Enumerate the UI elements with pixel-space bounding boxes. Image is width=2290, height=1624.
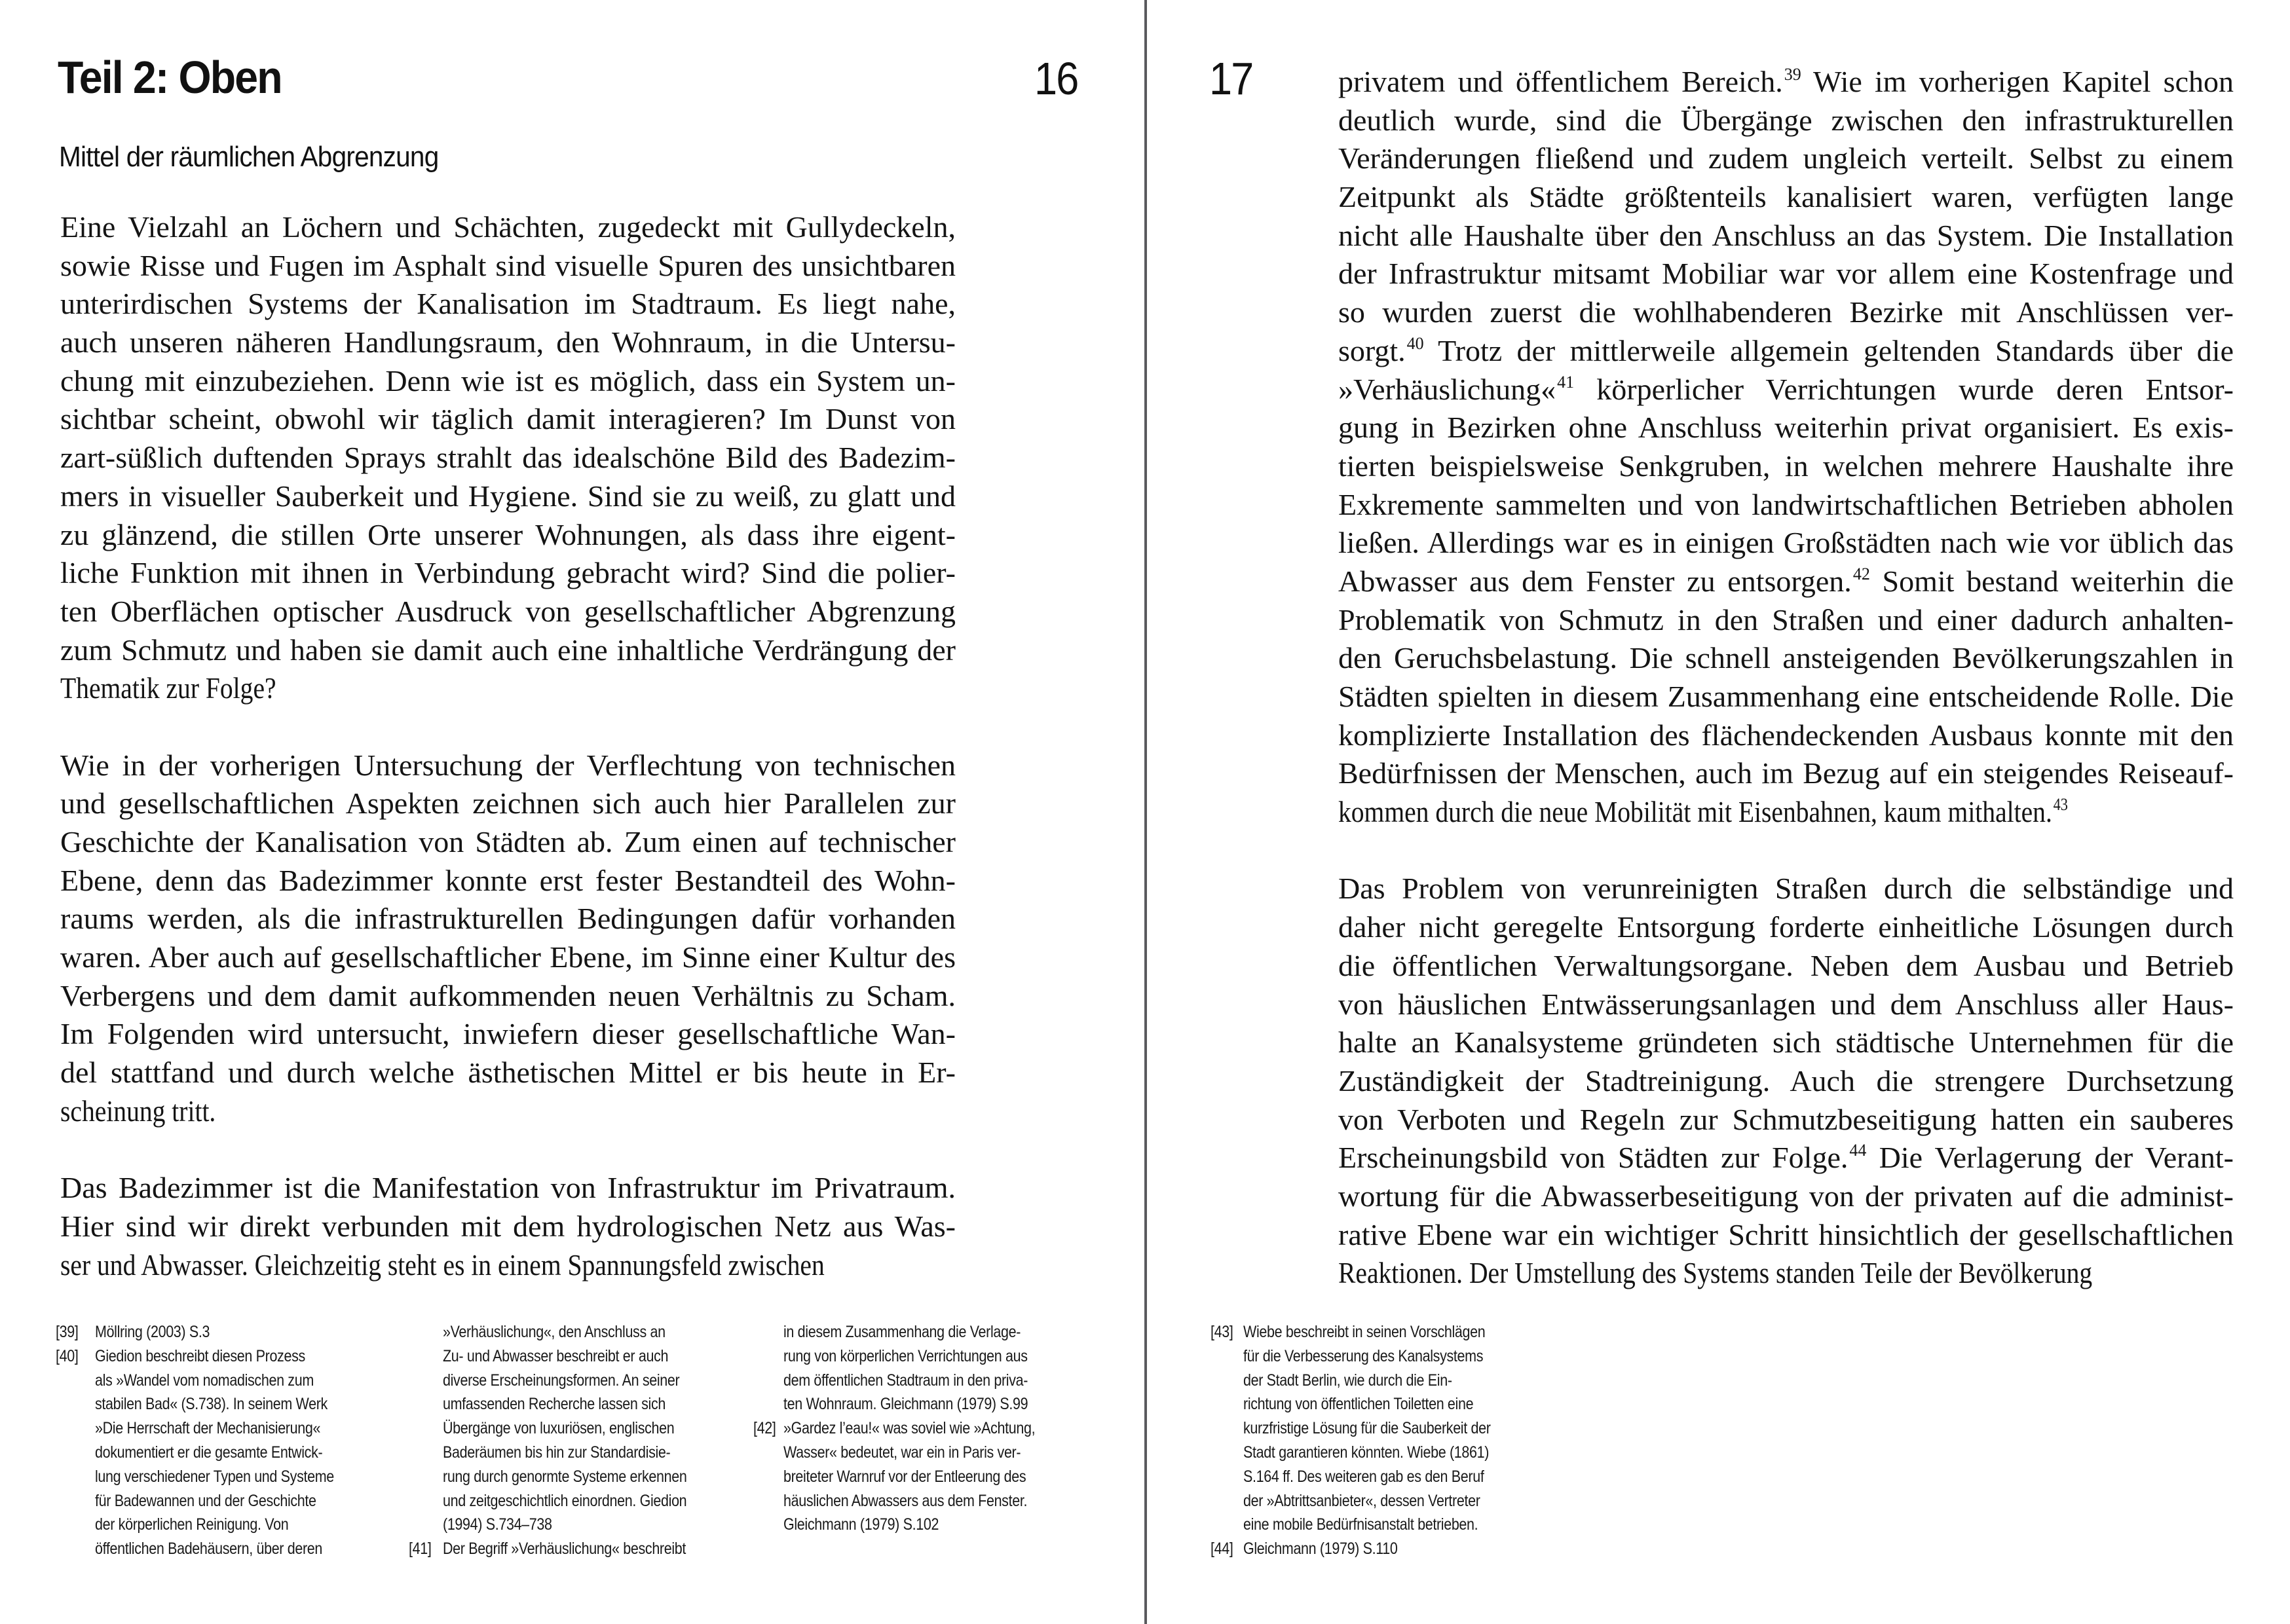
text-line — [60, 1169, 956, 1208]
text-line-content: sowie Risse und Fugen im Asphalt sind visuelle Spuren des unsichtbaren — [60, 248, 956, 282]
footnote-line — [1211, 1489, 1551, 1513]
footnote-first-line — [1211, 1320, 1551, 1344]
text-line-content: chung mit einzubeziehen. Denn wie ist es möglich, dass ein System un- — [60, 363, 956, 397]
footnote-text: für Badewannen und der Geschichte — [95, 1491, 316, 1510]
text-line — [1338, 986, 2234, 1024]
text-line — [1338, 409, 2234, 447]
text-line — [60, 400, 956, 439]
footnote-text: »Gardez l’eau!« was soviel wie »Achtung, — [783, 1419, 1036, 1438]
text-line-content: Eine Vielzahl an Löchern und Schächten, zugedeckt mit Gullydeckeln, — [60, 210, 956, 244]
footnote-line — [1211, 1513, 1551, 1537]
text-line-content: rative Ebene war ein wichtiger Schritt hinsichtlich der gesellschaftlichen — [1338, 1217, 2234, 1251]
footnote-line — [1211, 1344, 1551, 1369]
text-line-content: daher nicht geregelte Entsorgung forderte einheitliche Lösungen durch — [1338, 910, 2234, 944]
footnote-reference[interactable]: 44 — [1849, 1141, 1867, 1160]
footnote-text: Giedion beschreibt diesen Prozess — [95, 1346, 305, 1365]
text-line — [60, 784, 956, 823]
text-line-content: von häuslichen Entwässerungsanlagen und dem Anschluss aller Haus- — [1338, 987, 2234, 1021]
paragraph-gap — [60, 708, 956, 747]
text-line — [1338, 139, 2234, 178]
text-line-content: ten Oberflächen optischer Ausdruck von gesellschaftlicher Abgrenzung — [60, 594, 956, 628]
text-line-content: Veränderungen fließend und zudem ungleich verteilt. Selbst zu einem — [1338, 141, 2234, 175]
page-number-left: 16 — [1034, 53, 1078, 104]
text-line-content: deutlich wurde, sind die Übergänge zwischen den infrastrukturellen — [1338, 103, 2234, 137]
footnote-line — [409, 1465, 749, 1489]
text-line — [60, 1054, 956, 1092]
text-line-content: gung in Bezirken ohne Anschluss weiterhin privat organisiert. Es exis- — [1338, 411, 2234, 445]
text-line-content: von Verboten und Regeln zur Schmutzbeseitigung hatten ein sauberes — [1338, 1102, 2234, 1136]
footnote-line — [753, 1320, 1094, 1344]
paragraph — [1338, 63, 2234, 832]
footnote-text: und zeitgeschichtlich einordnen. Giedion — [443, 1491, 687, 1510]
footnote-column — [753, 1320, 1094, 1537]
text-line-content: Exkremente sammelten und von landwirtschaftlichen Betrieben abholen — [1338, 487, 2234, 521]
footnote-text: Der Begriff »Verhäuslichung« beschreibt — [443, 1540, 686, 1559]
footnote-text: Zu- und Abwasser beschreibt er auch — [443, 1346, 669, 1365]
text-line — [60, 747, 956, 785]
text-line-content: kommen durch die neue Mobilität mit Eisenbahnen, kaum mithalten.$^{43}$ — [1338, 795, 2068, 829]
text-line-content: raums werden, als die infrastrukturellen Bedingungen dafür vorhanden — [60, 902, 956, 936]
footnote-first-line — [409, 1537, 749, 1561]
footnote-text: Stadt garantieren könnten. Wiebe (1861) — [1243, 1443, 1490, 1462]
footnote-line — [56, 1369, 396, 1393]
text-line — [60, 516, 956, 555]
text-line-content: Im Folgenden wird untersucht, inwiefern dieser gesellschaftliche Wan- — [60, 1017, 956, 1051]
text-line-content: Geschichte der Kanalisation von Städten ab. Zum einen auf technischer — [60, 825, 956, 858]
footnote-first-line — [56, 1344, 396, 1369]
text-line — [1338, 1139, 2234, 1177]
text-line — [1338, 639, 2234, 678]
text-line — [1338, 908, 2234, 947]
text-line-content: Wie in der vorherigen Untersuchung der Verflechtung von technischen — [60, 748, 956, 782]
text-line — [1338, 447, 2234, 486]
text-line — [1338, 947, 2234, 986]
footnote-line — [409, 1369, 749, 1393]
footnote-text: S.164 ff. Des weiteren gab es den Beruf — [1243, 1467, 1484, 1486]
footnote-line — [753, 1369, 1094, 1393]
footnote-line — [56, 1489, 396, 1513]
text-line — [1338, 1216, 2234, 1255]
footnote-text: für die Verbesserung des Kanalsystems — [1243, 1346, 1484, 1365]
footnote-line — [753, 1513, 1094, 1537]
text-line-content: Das Problem von verunreinigten Straßen durch die selbständige und — [1338, 872, 2234, 906]
text-line — [1338, 563, 2234, 601]
footnote-text: dem öffentlichen Stadtraum in den priva- — [783, 1371, 1028, 1390]
text-line-content: del stattfand und durch welche ästhetischen Mittel er bis heute in Er- — [60, 1056, 956, 1090]
footnote-text: ten Wohnraum. Gleichmann (1979) S.99 — [783, 1395, 1028, 1414]
text-line — [60, 669, 956, 708]
text-line-content: liche Funktion mit ihnen in Verbindung gebracht wird? Sind die polier- — [60, 556, 956, 590]
text-line — [1338, 217, 2234, 255]
text-line — [1338, 524, 2234, 563]
text-line-content: Zuständigkeit der Stadtreinigung. Auch die strengere Durchsetzung — [1338, 1063, 2234, 1098]
footnote-line — [1211, 1369, 1551, 1393]
footnote-text: (1994) S.734–738 — [443, 1515, 552, 1534]
text-line — [60, 593, 956, 631]
footnote-text: der »Abtrittsanbieter«, dessen Vertreter — [1243, 1491, 1480, 1510]
text-line-content: scheinung tritt. — [60, 1094, 216, 1128]
text-line-content: sorgt.$^{40}$ Trotz der mittlerweile allgemein geltenden Standards über die — [1338, 333, 2234, 367]
text-line — [60, 1246, 956, 1285]
text-line-content: der Infrastruktur mitsamt Mobiliar war vor allem eine Kostenfrage und — [1338, 257, 2234, 291]
text-line — [60, 1092, 956, 1131]
text-line-content: sichtbar scheint, obwohl wir täglich damit interagieren? Im Dunst von — [60, 402, 956, 436]
footnote-reference[interactable]: 41 — [1557, 372, 1575, 392]
footnote-text: lung verschiedener Typen und Systeme — [95, 1467, 334, 1486]
paragraph — [1338, 870, 2234, 1293]
footnote-text: Baderäumen bis hin zur Standardisie- — [443, 1443, 671, 1462]
footnote-text: öffentlichen Badehäusern, über deren — [95, 1540, 323, 1559]
text-line-content: mers in visueller Sauberkeit und Hygiene. Sind sie zu weiß, zu glatt und — [60, 479, 956, 513]
text-line-content: und gesellschaftlichen Aspekten zeichnen sich auch hier Parallelen zur — [60, 786, 956, 821]
footnote-line — [753, 1489, 1094, 1513]
text-line-content: zum Schmutz und haben sie damit auch eine inhaltliche Verdrängung der — [60, 633, 956, 667]
text-line-content: halte an Kanalsysteme gründeten sich städtische Unternehmen für die — [1338, 1025, 2234, 1060]
text-line-content: Ebene, denn das Badezimmer konnte erst fester Bestandteil des Wohn- — [60, 863, 956, 897]
text-line-content: auch unseren näheren Handlungsraum, den Wohnraum, in die Untersu- — [60, 325, 956, 360]
footnote-number: [39] — [56, 1323, 79, 1341]
text-line-content: waren. Aber auch auf gesellschaftlicher Ebene, im Sinne einer Kultur des — [60, 940, 956, 974]
text-line — [60, 1015, 956, 1054]
text-line — [60, 823, 956, 862]
footnote-line — [409, 1489, 749, 1513]
footnote-text: rung von körperlichen Verrichtungen aus — [783, 1346, 1028, 1365]
footnote-text: eine mobile Bedürfnisanstalt betrieben. — [1243, 1515, 1478, 1534]
footnote-line — [409, 1392, 749, 1416]
footnote-text: häuslichen Abwassers aus dem Fenster. — [783, 1491, 1028, 1510]
paragraph — [60, 1169, 956, 1284]
footnote-line — [409, 1320, 749, 1344]
footnote-number: [42] — [753, 1419, 776, 1438]
text-line — [60, 631, 956, 670]
text-line — [1338, 1254, 2234, 1293]
text-line — [60, 1208, 956, 1246]
paragraph — [60, 208, 956, 708]
section-title: Mittel der räumlichen Abgrenzung — [59, 141, 439, 173]
text-line-content: Thematik zur Folge? — [60, 671, 276, 705]
text-line — [1338, 293, 2234, 332]
footnote-text: in diesem Zusammenhang die Verlage- — [783, 1323, 1021, 1341]
text-line-content: Zeitpunkt als Städte größtenteils kanalisiert waren, verfügten lange — [1338, 180, 2234, 214]
text-line — [60, 900, 956, 938]
text-line — [1338, 178, 2234, 217]
footnote-reference[interactable]: 40 — [1406, 333, 1424, 353]
text-line-content: die öffentlichen Verwaltungsorgane. Neben dem Ausbau und Betrieb — [1338, 948, 2234, 982]
text-line — [1338, 601, 2234, 640]
footnote-number: [40] — [56, 1346, 79, 1365]
text-line — [1338, 793, 2234, 832]
text-line-content: Städten spielten in diesem Zusammenhang eine entscheidende Rolle. Die — [1338, 680, 2234, 713]
text-line — [60, 247, 956, 286]
footnote-text: Gleichmann (1979) S.110 — [1243, 1540, 1398, 1559]
footnote-text: diverse Erscheinungsformen. An seiner — [443, 1371, 680, 1390]
paragraph-gap — [60, 1131, 956, 1170]
text-line-content: unterirdischen Systems der Kanalisation im Stadtraum. Es liegt nahe, — [60, 287, 956, 321]
text-line-content: Hier sind wir direkt verbunden mit dem hydrologischen Netz aus Was- — [60, 1209, 956, 1243]
footnote-line — [753, 1441, 1094, 1465]
footnote-text: umfassenden Recherche lassen sich — [443, 1395, 666, 1414]
text-line-content: Erscheinungsbild von Städten zur Folge.$^{44}$ Die Verlagerung der Verant- — [1338, 1141, 2234, 1175]
text-line — [60, 285, 956, 323]
footnote-text: der körperlichen Reinigung. Von — [95, 1515, 289, 1534]
text-line — [1338, 678, 2234, 716]
text-line — [60, 362, 956, 401]
text-line-content: ser und Abwasser. Gleichzeitig steht es in einem Spannungsfeld zwischen — [60, 1247, 825, 1282]
footnote-text: Gleichmann (1979) S.102 — [783, 1515, 939, 1534]
footnote-first-line — [1211, 1537, 1551, 1561]
right-page — [1147, 0, 2290, 1624]
footnote-text: richtung von öffentlichen Toiletten eine — [1243, 1395, 1474, 1414]
text-line-content: Verbergens und dem damit aufkommenden neuen Verhältnis zu Scham. — [60, 978, 956, 1012]
footnote-reference[interactable]: 43 — [2053, 795, 2068, 815]
footnote-text: »Verhäuslichung«, den Anschluss an — [443, 1323, 666, 1341]
footnote-line — [1211, 1416, 1551, 1441]
text-line-content: privatem und öffentlichem Bereich.$^{39}$ Wie im vorherigen Kapitel schon — [1338, 65, 2234, 98]
footnote-text: dokumentiert er die gesamte Entwick- — [95, 1443, 323, 1462]
footnote-line — [56, 1537, 396, 1561]
text-line — [1338, 1024, 2234, 1062]
footnote-text: als »Wandel vom nomadischen zum — [95, 1371, 314, 1390]
text-line-content: so wurden zuerst die wohlhabenderen Bezirke mit Anschlüssen ver- — [1338, 295, 2234, 329]
text-line-content: »Verhäuslichung«$^{41}$ körperlicher Verrichtungen wurde deren Entsor- — [1338, 372, 2234, 406]
text-line — [1338, 1101, 2234, 1139]
text-line-content: Das Badezimmer ist die Manifestation von Infrastruktur im Privatraum. — [60, 1171, 956, 1205]
text-line — [1338, 371, 2234, 409]
text-line — [60, 208, 956, 247]
text-line-content: zu glänzend, die stillen Orte unserer Wohnungen, als dass ihre eigent- — [60, 517, 956, 551]
chapter-title: Teil 2: Oben — [58, 52, 282, 103]
footnote-column — [1211, 1320, 1551, 1561]
footnote-text: der Stadt Berlin, wie durch die Ein- — [1243, 1371, 1452, 1390]
text-line — [1338, 101, 2234, 140]
text-line-content: nicht alle Haushalte über den Anschluss an das System. Die Installation — [1338, 218, 2234, 252]
paragraph-gap — [1338, 832, 2234, 870]
footnote-line — [1211, 1392, 1551, 1416]
footnote-text: stabilen Bad« (S.738). In seinem Werk — [95, 1395, 328, 1414]
text-line-content: den Geruchsbelastung. Die schnell ansteigenden Bevölkerungszahlen in — [1338, 641, 2234, 675]
footnote-text: Wiebe beschreibt in seinen Vorschlägen — [1243, 1323, 1486, 1341]
footnote-first-line — [753, 1416, 1094, 1441]
text-line-content: wortung für die Abwasserbeseitigung von der privaten auf die administ- — [1338, 1179, 2234, 1213]
footnote-text: breiteter Warnruf vor der Entleerung des — [783, 1467, 1026, 1486]
text-line — [1338, 870, 2234, 908]
footnote-line — [56, 1513, 396, 1537]
footnote-reference[interactable]: 42 — [1852, 564, 1870, 583]
text-line — [1338, 754, 2234, 793]
text-line — [60, 554, 956, 593]
footnote-text: Wasser« bedeutet, war ein in Paris ver- — [783, 1443, 1021, 1462]
footnote-text: Übergänge von luxuriösen, englischen — [443, 1419, 675, 1438]
text-line — [1338, 1177, 2234, 1216]
footnote-line — [409, 1441, 749, 1465]
footnote-line — [1211, 1441, 1551, 1465]
footnote-line — [56, 1465, 396, 1489]
text-line — [1338, 716, 2234, 755]
footnote-number: [44] — [1211, 1540, 1233, 1559]
text-line — [1338, 332, 2234, 371]
text-line-content: tierten beispielsweise Senkgruben, in welchen mehrere Haushalte ihre — [1338, 449, 2234, 483]
text-line-content: Abwasser aus dem Fenster zu entsorgen.$^{42}$ Somit bestand weiterhin die — [1338, 564, 2234, 598]
footnote-line — [56, 1416, 396, 1441]
footnote-text: »Die Herrschaft der Mechanisierung« — [95, 1419, 321, 1438]
footnote-line — [56, 1392, 396, 1416]
paragraph — [60, 747, 956, 1131]
footnote-text: kurzfristige Lösung für die Sauberkeit der — [1243, 1419, 1491, 1438]
footnote-line — [753, 1344, 1094, 1369]
text-line-content: Reaktionen. Der Umstellung des Systems standen Teile der Bevölkerung — [1338, 1256, 2093, 1290]
footnote-text: rung durch genormte Systeme erkennen — [443, 1467, 687, 1486]
footnote-line — [409, 1513, 749, 1537]
footnote-first-line — [56, 1320, 396, 1344]
footnote-text: Möllring (2003) S.3 — [95, 1323, 210, 1341]
text-line — [1338, 255, 2234, 293]
body-text-right — [1338, 63, 2234, 1293]
page-number-right: 17 — [1209, 53, 1253, 104]
text-line — [1338, 486, 2234, 525]
footnote-line — [753, 1465, 1094, 1489]
body-text-left — [60, 208, 956, 1284]
text-line-content: ließen. Allerdings war es in einigen Großstädten nach wie vor üblich das — [1338, 526, 2234, 560]
text-line — [1338, 1062, 2234, 1101]
footnote-line — [753, 1392, 1094, 1416]
text-line-content: Problematik von Schmutz in den Straßen und einer dadurch anhalten- — [1338, 602, 2234, 637]
text-line-content: komplizierte Installation des flächendeckenden Ausbaus konnte mit den — [1338, 718, 2234, 752]
footnote-line — [56, 1441, 396, 1465]
text-line-content: zart-süßlich duftenden Sprays strahlt das idealschöne Bild des Badezim- — [60, 441, 956, 475]
footnote-reference[interactable]: 39 — [1784, 65, 1801, 84]
footnote-column — [409, 1320, 749, 1561]
text-line — [60, 323, 956, 362]
text-line — [60, 477, 956, 516]
footnote-line — [409, 1344, 749, 1369]
text-line — [60, 938, 956, 977]
footnote-number: [43] — [1211, 1323, 1233, 1341]
footnote-number: [41] — [409, 1540, 432, 1559]
text-line — [60, 439, 956, 477]
footnote-line — [409, 1416, 749, 1441]
text-line — [1338, 63, 2234, 101]
footnote-column — [56, 1320, 396, 1561]
footnote-line — [1211, 1465, 1551, 1489]
text-line-content: Bedürfnissen der Menschen, auch im Bezug auf ein steigendes Reiseauf- — [1338, 756, 2234, 790]
text-line — [60, 862, 956, 900]
text-line — [60, 977, 956, 1016]
